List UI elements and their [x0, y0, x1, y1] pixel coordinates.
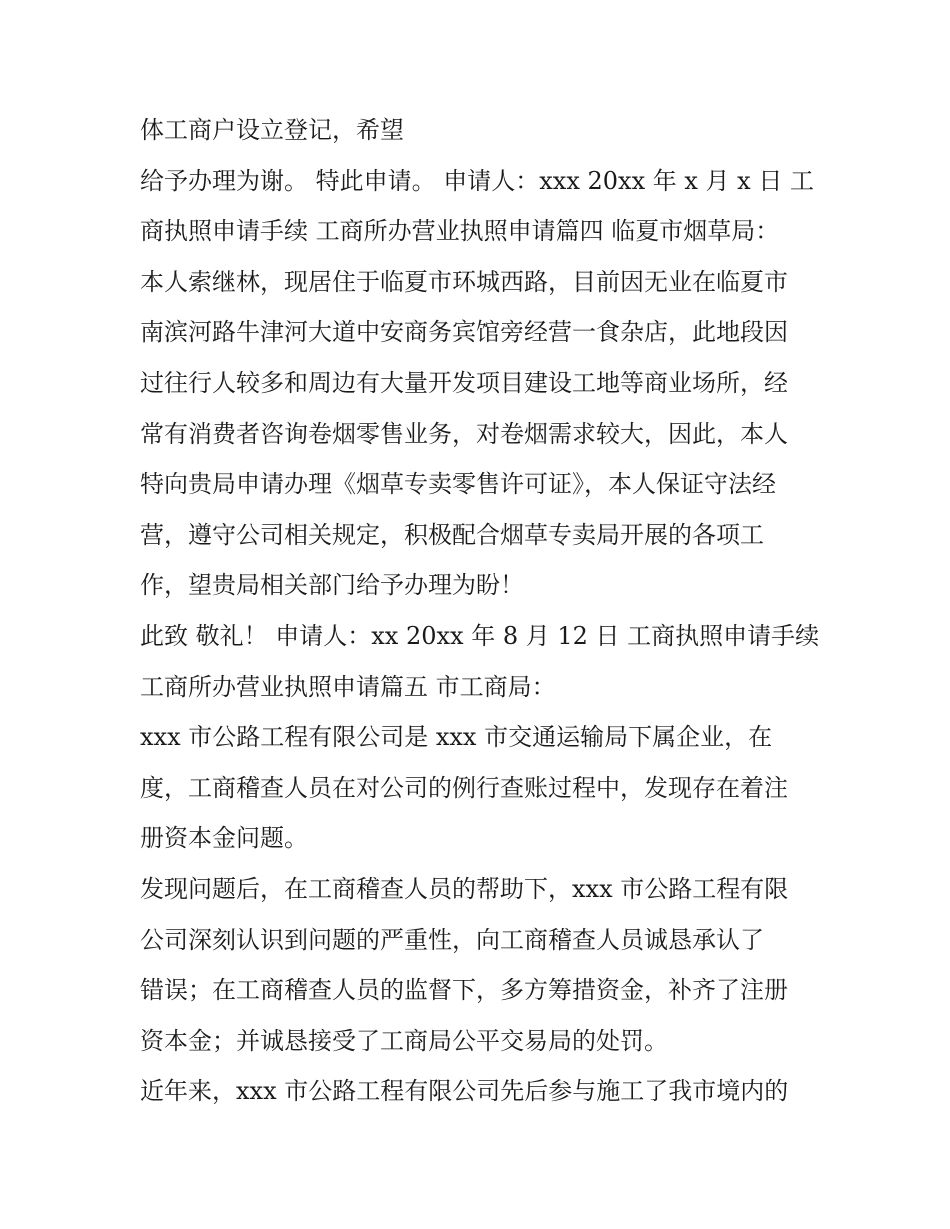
text-line: xxx 市公路工程有限公司是 xxx 市交通运输局下属企业，在: [140, 723, 773, 752]
text-line: 过往行人较多和周边有大量开发项目建设工地等商业场所，经: [140, 368, 788, 397]
text-line: 发现问题后，在工商稽查人员的帮助下，xxx 市公路工程有限: [140, 874, 789, 903]
text-line: 工商所办营业执照申请篇五 市工商局：: [140, 672, 556, 701]
text-line: 近年来，xxx 市公路工程有限公司先后参与施工了我市境内的: [140, 1077, 789, 1106]
text-line: 南滨河路牛津河大道中安商务宾馆旁经营一食杂店，此地段因: [140, 318, 788, 347]
text-line: 资本金；并诚恳接受了工商局公平交易局的处罚。: [140, 1026, 668, 1055]
text-line: 营，遵守公司相关规定，积极配合烟草专卖局开展的各项工: [140, 520, 764, 549]
text-line: 度，工商稽查人员在对公司的例行查账过程中，发现存在着注: [140, 773, 788, 802]
text-line: 此致 敬礼！ 申请人：xx 20xx 年 8 月 12 日 工商执照申请手续: [140, 621, 820, 650]
text-line: 体工商户设立登记，希望: [140, 116, 404, 144]
text-line: 商执照申请手续 工商所办营业执照申请篇四 临夏市烟草局：: [140, 217, 780, 246]
text-line: 作，望贵局相关部门给予办理为盼！: [140, 571, 524, 600]
text-line: 本人索继林，现居住于临夏市环城西路，目前因无业在临夏市: [140, 267, 788, 296]
text-line: 错误；在工商稽查人员的监督下，多方筹措资金，补齐了注册: [140, 976, 788, 1005]
text-line: 公司深刻认识到问题的严重性，向工商稽查人员诚恳承认了: [140, 925, 764, 954]
text-line: 给予办理为谢。 特此申请。 申请人：xxx 20xx 年 x 月 x 日 工: [140, 166, 814, 195]
text-line: 常有消费者咨询卷烟零售业务，对卷烟需求较大，因此，本人: [140, 419, 788, 448]
text-line: 特向贵局申请办理《烟草专卖零售许可证》，本人保证守法经: [140, 470, 776, 499]
document-body: [140, 110, 820, 1122]
text-line: 册资本金问题。: [140, 824, 308, 853]
